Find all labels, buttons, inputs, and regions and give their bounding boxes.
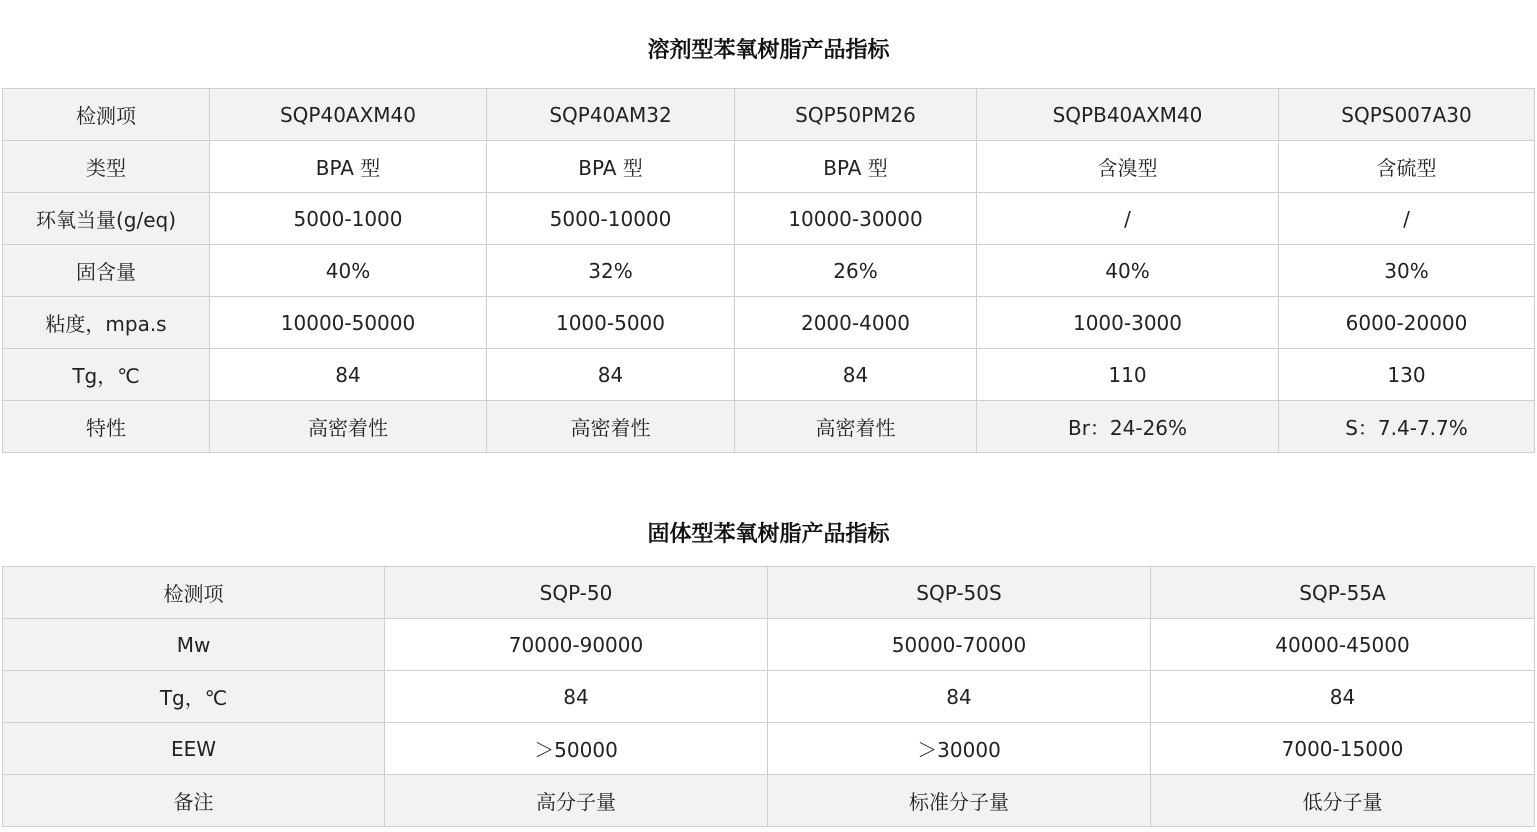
- row-label-cell: 固含量: [3, 245, 210, 297]
- table-cell: 70000-90000: [385, 619, 768, 671]
- header-cell: 检测项: [3, 567, 385, 619]
- table-cell: 5000-1000: [210, 193, 487, 245]
- table-cell: 高分子量: [385, 775, 768, 827]
- table-cell: 5000-10000: [487, 193, 735, 245]
- table-cell: 40000-45000: [1151, 619, 1535, 671]
- header-cell: SQPS007A30: [1279, 89, 1535, 141]
- row-label-cell: 环氧当量(g/eq): [3, 193, 210, 245]
- table-row: [3, 775, 1535, 827]
- table-cell: 84: [1151, 671, 1535, 723]
- row-label-cell: Tg，℃: [3, 349, 210, 401]
- header-cell: SQP50PM26: [735, 89, 977, 141]
- table-row: [3, 619, 1535, 671]
- solvent-table-title: 溶剂型苯氧树脂产品指标: [647, 38, 890, 63]
- table-cell: BPA 型: [735, 141, 977, 193]
- table-cell: 1000-3000: [977, 297, 1279, 349]
- table-cell: 32%: [487, 245, 735, 297]
- row-label-cell: 备注: [3, 775, 385, 827]
- table-cell: 含硫型: [1279, 141, 1535, 193]
- table-cell: 高密着性: [487, 401, 735, 453]
- table-cell: 10000-50000: [210, 297, 487, 349]
- header-cell: SQP-50S: [768, 567, 1151, 619]
- table-cell: 40%: [977, 245, 1279, 297]
- row-label-cell: Mw: [3, 619, 385, 671]
- table-cell: 高密着性: [210, 401, 487, 453]
- table-cell: 标准分子量: [768, 775, 1151, 827]
- table-cell: 含溴型: [977, 141, 1279, 193]
- table-cell: Br：24-26%: [977, 401, 1279, 453]
- table-cell: 7000-15000: [1151, 723, 1535, 775]
- row-label-cell: 特性: [3, 401, 210, 453]
- table-cell: 高密着性: [735, 401, 977, 453]
- table-cell: 110: [977, 349, 1279, 401]
- table-cell: 84: [210, 349, 487, 401]
- table-row: [3, 401, 1535, 453]
- table-cell: 40%: [210, 245, 487, 297]
- table-row: [3, 193, 1535, 245]
- table-cell: 84: [735, 349, 977, 401]
- solid-table-title: 固体型苯氧树脂产品指标: [647, 522, 890, 547]
- table-cell: S：7.4-7.7%: [1279, 401, 1535, 453]
- table-cell: BPA 型: [210, 141, 487, 193]
- header-cell: SQP40AXM40: [210, 89, 487, 141]
- table-cell: 84: [768, 671, 1151, 723]
- row-label-cell: 类型: [3, 141, 210, 193]
- table-cell: 10000-30000: [735, 193, 977, 245]
- table-cell: 84: [487, 349, 735, 401]
- table-cell: ＞50000: [385, 723, 768, 775]
- table-cell: 26%: [735, 245, 977, 297]
- table-cell: /: [1279, 193, 1535, 245]
- table-row: [3, 141, 1535, 193]
- table-cell: 低分子量: [1151, 775, 1535, 827]
- table-cell: 1000-5000: [487, 297, 735, 349]
- table-cell: 30%: [1279, 245, 1535, 297]
- table-cell: 6000-20000: [1279, 297, 1535, 349]
- table-cell: ＞30000: [768, 723, 1151, 775]
- table-cell: /: [977, 193, 1279, 245]
- table-header-row: [3, 89, 1535, 141]
- table-header-row: [3, 567, 1535, 619]
- table-row: [3, 349, 1535, 401]
- table-row: [3, 245, 1535, 297]
- row-label-cell: Tg，℃: [3, 671, 385, 723]
- table-cell: 130: [1279, 349, 1535, 401]
- header-cell: SQP-50: [385, 567, 768, 619]
- table-cell: 2000-4000: [735, 297, 977, 349]
- table-row: [3, 671, 1535, 723]
- table-cell: BPA 型: [487, 141, 735, 193]
- header-cell: SQPB40AXM40: [977, 89, 1279, 141]
- table-cell: 84: [385, 671, 768, 723]
- row-label-cell: EEW: [3, 723, 385, 775]
- header-cell: SQP40AM32: [487, 89, 735, 141]
- solid-spec-table: [2, 566, 1535, 827]
- header-cell: 检测项: [3, 89, 210, 141]
- table-cell: 50000-70000: [768, 619, 1151, 671]
- table-row: [3, 723, 1535, 775]
- row-label-cell: 粘度，mpa.s: [3, 297, 210, 349]
- table-row: [3, 297, 1535, 349]
- header-cell: SQP-55A: [1151, 567, 1535, 619]
- solvent-spec-table: [2, 88, 1535, 453]
